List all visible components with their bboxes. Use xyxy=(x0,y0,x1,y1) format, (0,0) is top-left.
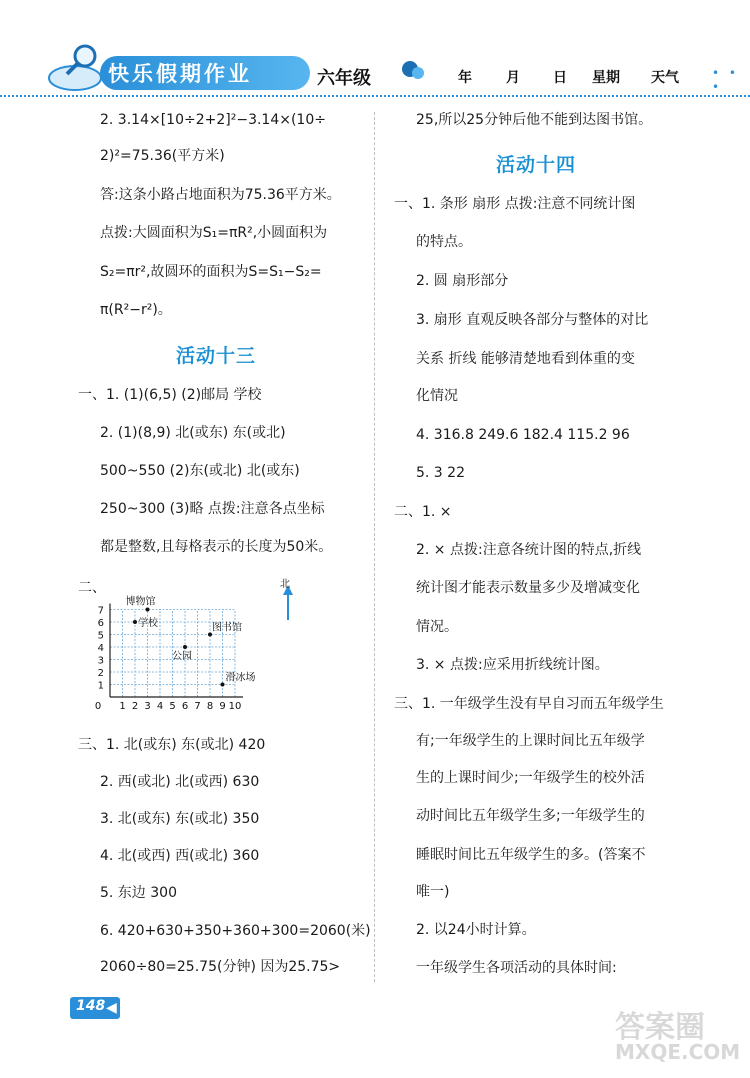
left-line-6: π(R²−r²)。 xyxy=(100,302,172,318)
right-line-12: 情况。 xyxy=(416,619,458,635)
page-number-badge xyxy=(70,997,120,1019)
right-line-17: 动时间比五年级学生多;一年级学生的 xyxy=(416,808,645,824)
place-label: 学校 xyxy=(138,618,158,629)
right-line-21: 一年级学生各项活动的具体时间: xyxy=(416,960,617,976)
place-point xyxy=(183,645,187,649)
place-label: 滑冰场 xyxy=(225,672,256,684)
y-tick-label: 2 xyxy=(97,668,104,679)
right-top-line: 25,所以25分钟后他不能到达图书馆。 xyxy=(416,112,653,128)
act13-line-2: 2. (1)(8,9) 北(或东) 东(或北) xyxy=(100,425,286,441)
act13-line-3: 500~550 (2)东(或北) 北(或东) xyxy=(100,463,300,479)
right-line-4: 3. 扇形 直观反映各部分与整体的对比 xyxy=(416,312,649,328)
place-label: 图书馆 xyxy=(212,622,242,634)
left-line-5: S₂=πr²,故圆环的面积为S=S₁−S₂= xyxy=(100,264,322,280)
place-point xyxy=(146,608,150,612)
act13-line-4: 250~300 (3)略 点拨:注意各点坐标 xyxy=(100,501,325,517)
right-line-18: 睡眠时间比五年级学生的多。(答案不 xyxy=(416,847,646,863)
place-label: 公园 xyxy=(172,651,192,662)
header-field-weekday: 星期 xyxy=(592,70,620,86)
watermark-url: MXQE.COM xyxy=(615,1040,741,1064)
left-line-1: 2. 3.14×[10÷2+2]²−3.14×(10÷ xyxy=(100,112,326,128)
x-tick-label: 4 xyxy=(156,701,164,712)
right-line-9: 二、1. × xyxy=(394,504,452,520)
page-header xyxy=(0,0,750,105)
right-line-19: 唯一) xyxy=(416,884,450,900)
header-title: 快乐假期作业 xyxy=(108,62,252,86)
part3-line-2: 2. 西(或北) 北(或西) 630 xyxy=(100,774,260,790)
page-number: 148 xyxy=(76,998,106,1014)
right-line-14: 三、1. 一年级学生没有早自习而五年级学生 xyxy=(394,696,664,712)
right-line-13: 3. × 点拨:应采用折线统计图。 xyxy=(416,657,609,673)
y-tick-label: 6 xyxy=(97,618,104,629)
header-field-day: 日 xyxy=(553,70,567,86)
activity-13-title: 活动十三 xyxy=(176,345,257,367)
part3-line-5: 5. 东边 300 xyxy=(100,885,177,901)
x-tick-label: 10 xyxy=(228,701,242,712)
x-tick-label: 5 xyxy=(169,701,176,712)
coordinate-map xyxy=(88,575,308,720)
left-line-3: 答:这条小路占地面积为75.36平方米。 xyxy=(100,187,341,203)
x-tick-label: 3 xyxy=(144,701,151,712)
place-point xyxy=(133,620,137,624)
header-field-month: 月 xyxy=(506,70,520,86)
y-tick-label: 3 xyxy=(97,655,104,667)
x-tick-label: 6 xyxy=(181,701,189,712)
right-line-15: 有;一年级学生的上课时间比五年级学 xyxy=(416,733,645,749)
watermark: 答案圈 xyxy=(615,1010,705,1045)
place-label: 博物馆 xyxy=(125,596,156,608)
right-line-10: 2. × 点拨:注意各统计图的特点,折线 xyxy=(416,542,642,558)
x-tick-label: 0 xyxy=(94,701,102,712)
part-2-label: 二、 xyxy=(78,580,106,596)
right-line-7: 4. 316.8 249.6 182.4 115.2 96 xyxy=(416,427,630,443)
x-tick-label: 7 xyxy=(194,701,201,712)
part3-line-4: 4. 北(或西) 西(或北) 360 xyxy=(100,848,260,864)
right-line-8: 5. 3 22 xyxy=(416,465,465,481)
y-tick-label: 4 xyxy=(97,643,104,654)
part3-line-1: 三、1. 北(或东) 东(或北) 420 xyxy=(78,737,266,753)
left-line-4: 点拨:大圆面积为S₁=πR²,小圆面积为 xyxy=(100,225,328,241)
right-line-5: 关系 折线 能够清楚地看到体重的变 xyxy=(416,351,635,367)
header-field-year: 年 xyxy=(458,70,472,86)
right-line-16: 生的上课时间少;一年级学生的校外活 xyxy=(416,770,645,786)
right-line-6: 化情况 xyxy=(416,388,458,404)
x-tick-label: 1 xyxy=(119,701,126,712)
x-tick-label: 9 xyxy=(219,701,226,712)
y-tick-label: 5 xyxy=(97,630,104,642)
part3-line-3: 3. 北(或东) 东(或北) 350 xyxy=(100,811,260,827)
north-label: 北 xyxy=(280,579,290,590)
x-tick-label: 2 xyxy=(131,701,139,712)
column-divider xyxy=(374,112,375,982)
x-tick-label: 8 xyxy=(206,701,214,712)
y-tick-label: 7 xyxy=(97,605,104,617)
right-line-11: 统计图才能表示数量多少及增减变化 xyxy=(416,580,640,596)
left-line-2: 2)²=75.36(平方米) xyxy=(100,148,225,164)
header-rule xyxy=(0,95,750,97)
right-line-3: 2. 圆 扇形部分 xyxy=(416,273,509,289)
page-arrow-icon: ◀ xyxy=(106,1000,117,1016)
y-tick-label: 1 xyxy=(97,680,104,692)
header-grade: 六年级 xyxy=(317,68,371,89)
place-point xyxy=(221,683,225,687)
right-line-2: 的特点。 xyxy=(416,234,472,250)
balloon-icon xyxy=(400,58,426,84)
right-line-20: 2. 以24小时计算。 xyxy=(416,922,536,938)
header-dots: • • • xyxy=(712,66,739,94)
act13-line-1: 一、1. (1)(6,5) (2)邮局 学校 xyxy=(78,387,262,403)
part3-line-7: 2060÷80=25.75(分钟) 因为25.75> xyxy=(100,959,341,975)
part3-line-6: 6. 420+630+350+360+300=2060(米) xyxy=(100,923,371,939)
right-line-1: 一、1. 条形 扇形 点拨:注意不同统计图 xyxy=(394,196,636,212)
act13-line-5: 都是整数,且每格表示的长度为50米。 xyxy=(100,539,333,555)
header-field-weather: 天气 xyxy=(651,70,679,86)
activity-14-title: 活动十四 xyxy=(496,154,577,176)
